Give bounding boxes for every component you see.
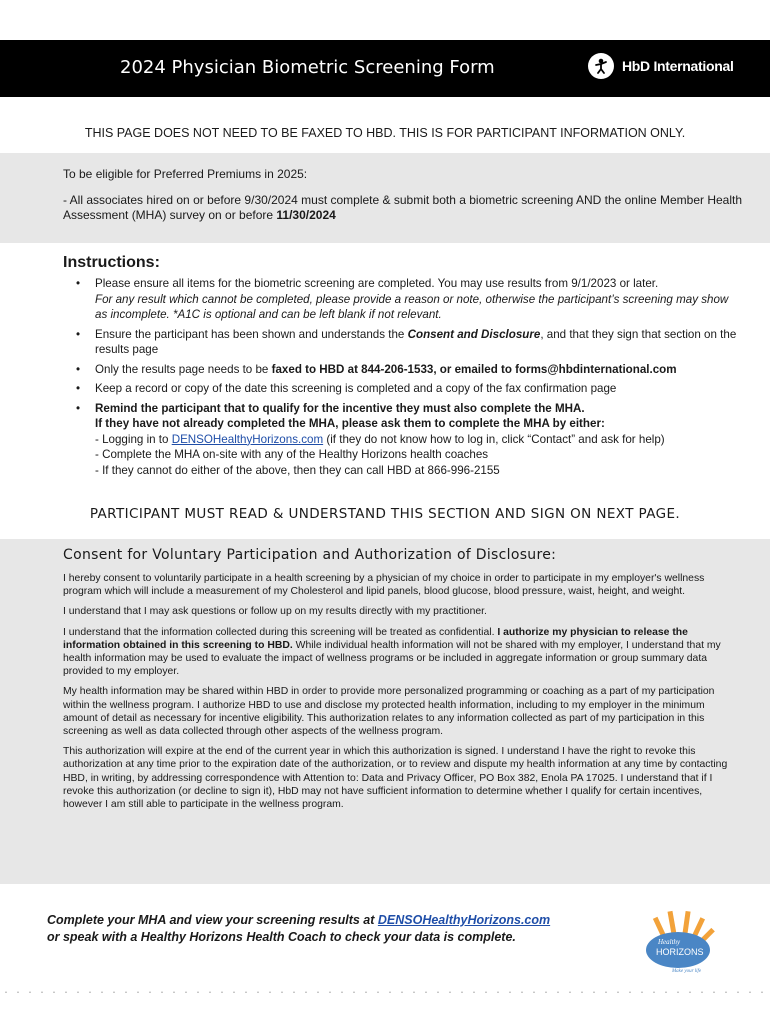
eligibility-panel <box>0 153 770 243</box>
footer-healthy-horizons-link[interactable]: DENSOHealthyHorizons.com <box>377 913 551 927</box>
hbd-person-icon <box>588 53 614 79</box>
consent-body <box>63 572 728 818</box>
footer-message: Complete your MHA and view your screening results at DENSOHealthyHorizons.com or speak with a Healthy Horizons Health Coach to check your data is complete. <box>47 913 551 944</box>
form-title: 2024 Physician Biometric Screening Form <box>120 57 495 78</box>
consent-paragraph: I understand that I may ask questions or follow up on my results directly with my practitioner. <box>63 606 487 618</box>
must-read-banner: PARTICIPANT MUST READ & UNDERSTAND THIS SECTION AND SIGN ON NEXT PAGE. <box>89 506 681 522</box>
healthy-horizons-link[interactable]: DENSOHealthyHorizons.com <box>171 432 324 446</box>
list-item: • Keep a record or copy of the date this screening is completed and a copy of the fax confirmation page <box>63 381 743 397</box>
eligibility-requirement: - All associates hired on or before 9/30/2024 must complete & submit both a biometric screening AND the online Member Health Assessment (MHA) survey on or before 11/30/2024 <box>63 193 743 222</box>
instructions-heading: Instructions: <box>63 254 160 271</box>
consent-paragraph: I hereby consent to voluntarily participate in a health screening by a physician of my choice in order to participate in my employer's wellness program which will include a measurement of my Cholesterol and lipid panels, blood glucose, blood pressure, waist, height, and weight. <box>63 573 705 598</box>
logo-tagline-text: Make your life <box>672 969 702 974</box>
consent-paragraph: This authorization will expire at the end of the current year in which this authorization is signed. I understand I have the right to revoke this authorization at any time prior to the expiration date of the authorization, or to review and dispute my health information at any time by contacting HBD, in writing, by addressing correspondence with Attention to: Data and Privacy Officer, PO Box 382, Enola PA 17025. I understand that if I revoke this authorization (or decline to sign it), HbD may not have sufficient information to determine whether I qualify for certain incentives, however I am still able to participate in the wellness program. <box>63 746 728 811</box>
list-item: • Only the results page needs to be faxed to HBD at 844-206-1533, or emailed to forms@hbdinternational.com <box>63 362 743 378</box>
consent-paragraph: I understand that the information collected during this screening will be treated as confidential. I authorize my physician to release the information obtained in this screening to HBD. While individual health information will not be shared with my employer, I understand that my health information may be used to evaluate the impact of wellness programs or be included in aggregate information or group summary data provided to my employer. <box>63 626 721 678</box>
fax-email-contact: faxed to HBD at 844-206-1533, or emailed to forms@hbdinternational.com <box>271 362 677 376</box>
page-header <box>0 40 770 97</box>
list-item: • Ensure the participant has been shown and understands the Consent and Disclosure, and that they sign that section on the results page <box>63 327 743 358</box>
healthy-horizons-logo <box>640 908 720 978</box>
list-item: • Please ensure all items for the biometric screening are completed. You may use results from 9/1/2023 or later. For any result which cannot be completed, please provide a reason or note, otherwise the participant’s screening may show as incomplete. *A1C is optional and can be left blank if not relevant. <box>63 276 743 323</box>
fax-notice: THIS PAGE DOES NOT NEED TO BE FAXED TO HBD. THIS IS FOR PARTICIPANT INFORMATION ONLY. <box>84 126 686 140</box>
list-item: • Remind the participant that to qualify for the incentive they must also complete the MHA. If they have not already completed the MHA, please ask them to complete the MHA by either: - Logging in to DENSOHealthyHorizons.com (if they do not know how to log in, click “Contact” and ask for help) - Complete the MHA on-site with any of the Healthy Horizons health coaches - If they cannot do either of the above, then they can call HBD at 866-996-2155 <box>63 401 743 479</box>
consent-paragraph: My health information may be shared within HBD in order to provide more personalized programming or coaching as a part of my participation within the wellness program. I authorize HBD to use and disclose my protected health information, including to my employer in the minimum amount of detail as necessary for incentive eligibility. This authorization relates to any information collected as part of my participation in this screening as well as data collected through other aspects of the wellness program. <box>63 686 715 738</box>
incomplete-note: For any result which cannot be completed, please provide a reason or note, otherwise the participant’s screening may show as incomplete. *A1C is optional and can be left blank if not relevant. <box>95 292 729 321</box>
eligibility-heading: To be eligible for Preferred Premiums in 2025: <box>63 167 308 181</box>
logo-horizons-text: HORIZONS <box>656 947 704 957</box>
instructions-list <box>63 276 743 482</box>
consent-heading: Consent for Voluntary Participation and Authorization of Disclosure: <box>63 547 557 563</box>
deadline-date: 11/30/2024 <box>276 208 336 222</box>
hbd-logo <box>588 53 734 79</box>
page-divider <box>0 991 770 993</box>
logo-healthy-text: Healthy <box>658 938 681 946</box>
hbd-logo-text: HbD International <box>622 58 734 74</box>
consent-panel <box>0 539 770 884</box>
